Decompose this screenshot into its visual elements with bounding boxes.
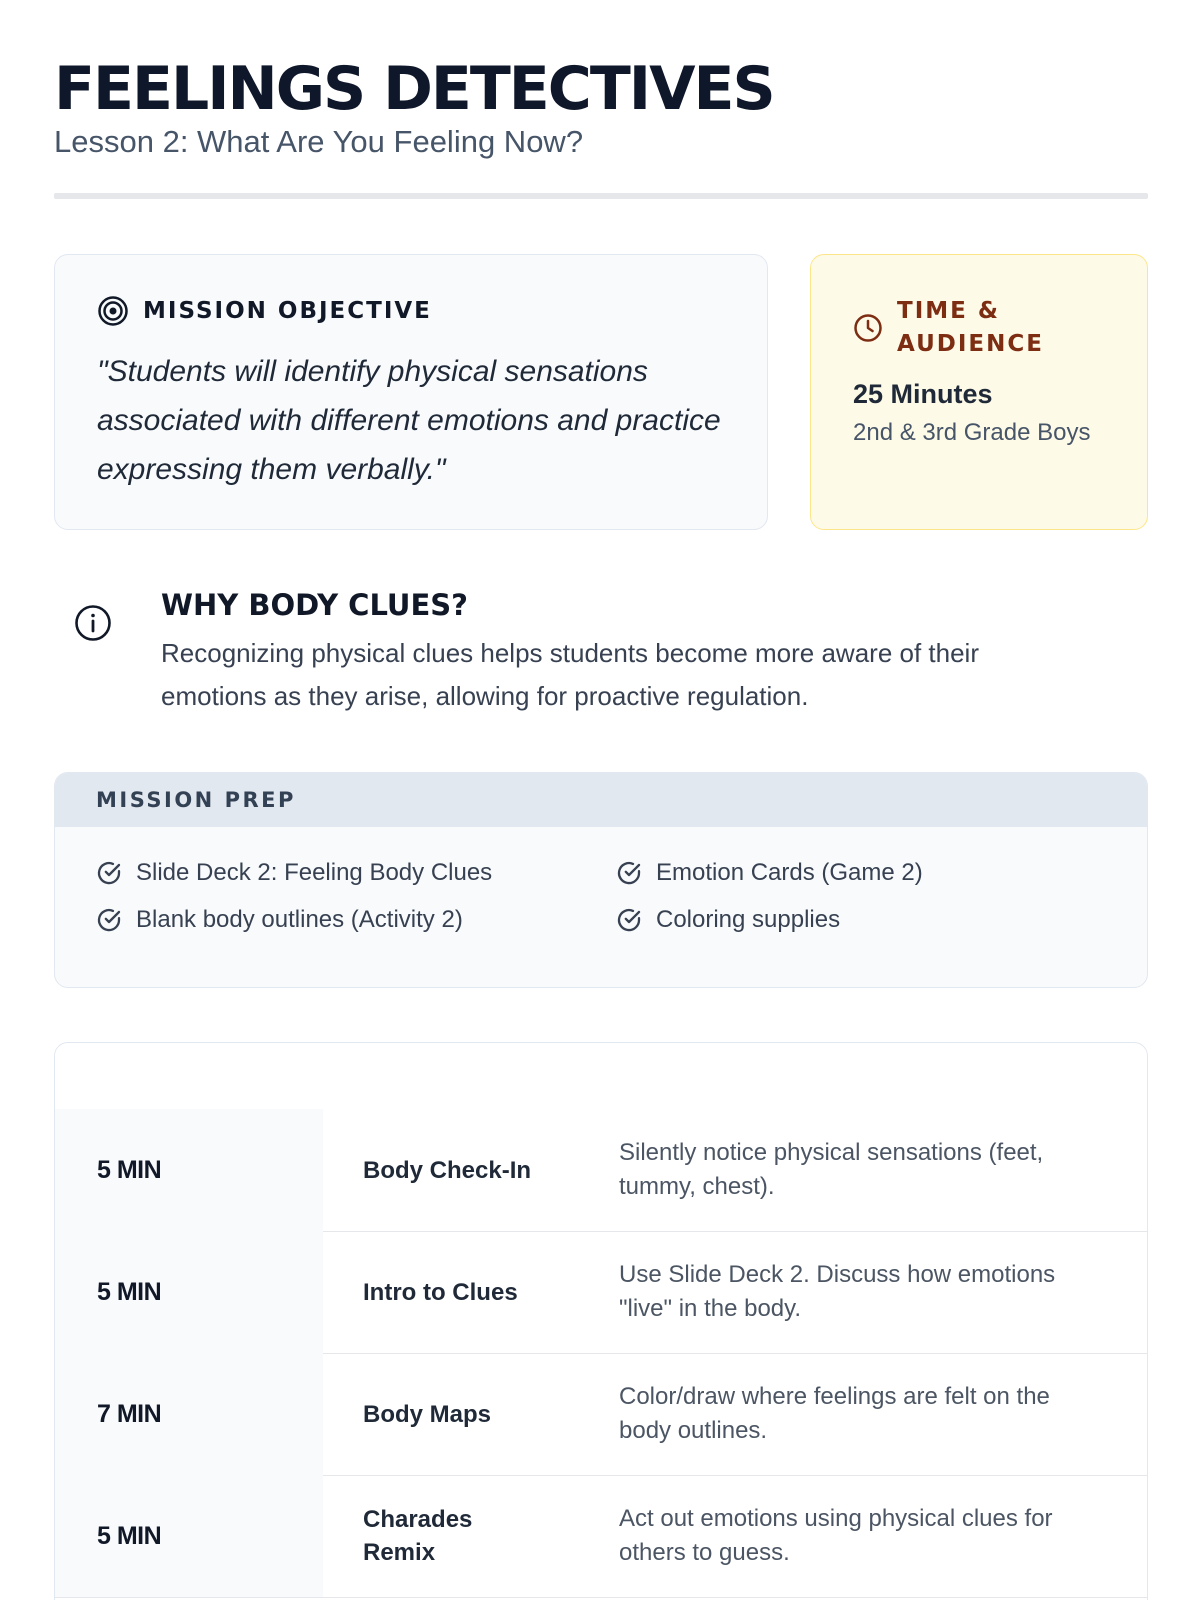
- mission-objective-label: MISSION OBJECTIVE: [143, 298, 432, 324]
- row-activity: Body Maps: [363, 1400, 492, 1428]
- table-row: [55, 1109, 1148, 1232]
- mission-objective-text: "Students will identify physical sensations associated with different emotions and practice expressing them verbally.": [97, 355, 721, 486]
- row-description: Color/draw where feelings are felt on the body outlines.: [619, 1383, 1050, 1444]
- page-subtitle: Lesson 2: What Are You Feeling Now?: [54, 124, 584, 159]
- row-activity: Charades Remix: [363, 1506, 473, 1566]
- prep-item: [96, 859, 492, 887]
- table-row: [55, 1231, 1148, 1354]
- row-description: Silently notice physical sensations (feet, tummy, chest).: [619, 1139, 1044, 1200]
- row-time: 5 MIN: [55, 1475, 323, 1597]
- header-divider: [54, 193, 1148, 199]
- row-activity: Intro to Clues: [363, 1278, 518, 1306]
- row-time: 5 MIN: [55, 1231, 323, 1353]
- prep-item: [96, 906, 463, 934]
- target-icon: [97, 295, 129, 327]
- mission-prep-panel: [54, 772, 1148, 988]
- row-time: 5 MIN: [55, 1109, 323, 1231]
- mission-prep-label: MISSION PREP: [96, 788, 296, 812]
- why-text: Recognizing physical clues helps students become more aware of their emotions as they arise, allowing for proactive regulation.: [161, 638, 979, 711]
- prep-item-label: Slide Deck 2: Feeling Body Clues: [136, 859, 493, 886]
- mission-objective-header: [97, 295, 432, 327]
- row-time: 7 MIN: [55, 1353, 323, 1475]
- prep-item-label: Coloring supplies: [656, 906, 841, 933]
- row-description: Use Slide Deck 2. Discuss how emotions "live" in the body.: [619, 1261, 1056, 1322]
- table-row: [55, 1475, 1148, 1598]
- lesson-schedule-table: [54, 1042, 1148, 1600]
- prep-item: [616, 906, 840, 934]
- info-icon: [74, 604, 112, 642]
- check-circle-icon: [616, 860, 642, 886]
- table-row: [55, 1353, 1148, 1476]
- time-audience-header: [853, 295, 1067, 361]
- mission-prep-header: [55, 773, 1147, 827]
- duration-value: 25 Minutes: [853, 379, 993, 409]
- prep-item-label: Emotion Cards (Game 2): [656, 859, 923, 886]
- check-circle-icon: [616, 907, 642, 933]
- mission-objective-card: [54, 254, 768, 530]
- prep-item-label: Blank body outlines (Activity 2): [136, 906, 463, 933]
- prep-item: [616, 859, 923, 887]
- check-circle-icon: [96, 860, 122, 886]
- row-description: Act out emotions using physical clues for others to guess.: [619, 1505, 1053, 1566]
- page-title: FEELINGS DETECTIVES: [54, 54, 774, 124]
- time-audience-label: TIME & AUDIENCE: [897, 298, 1044, 357]
- time-audience-card: [810, 254, 1148, 530]
- why-title: WHY BODY CLUES?: [161, 588, 468, 622]
- row-activity: Body Check-In: [363, 1156, 532, 1184]
- check-circle-icon: [96, 907, 122, 933]
- clock-icon: [853, 313, 883, 343]
- audience-value: 2nd & 3rd Grade Boys: [853, 419, 1091, 446]
